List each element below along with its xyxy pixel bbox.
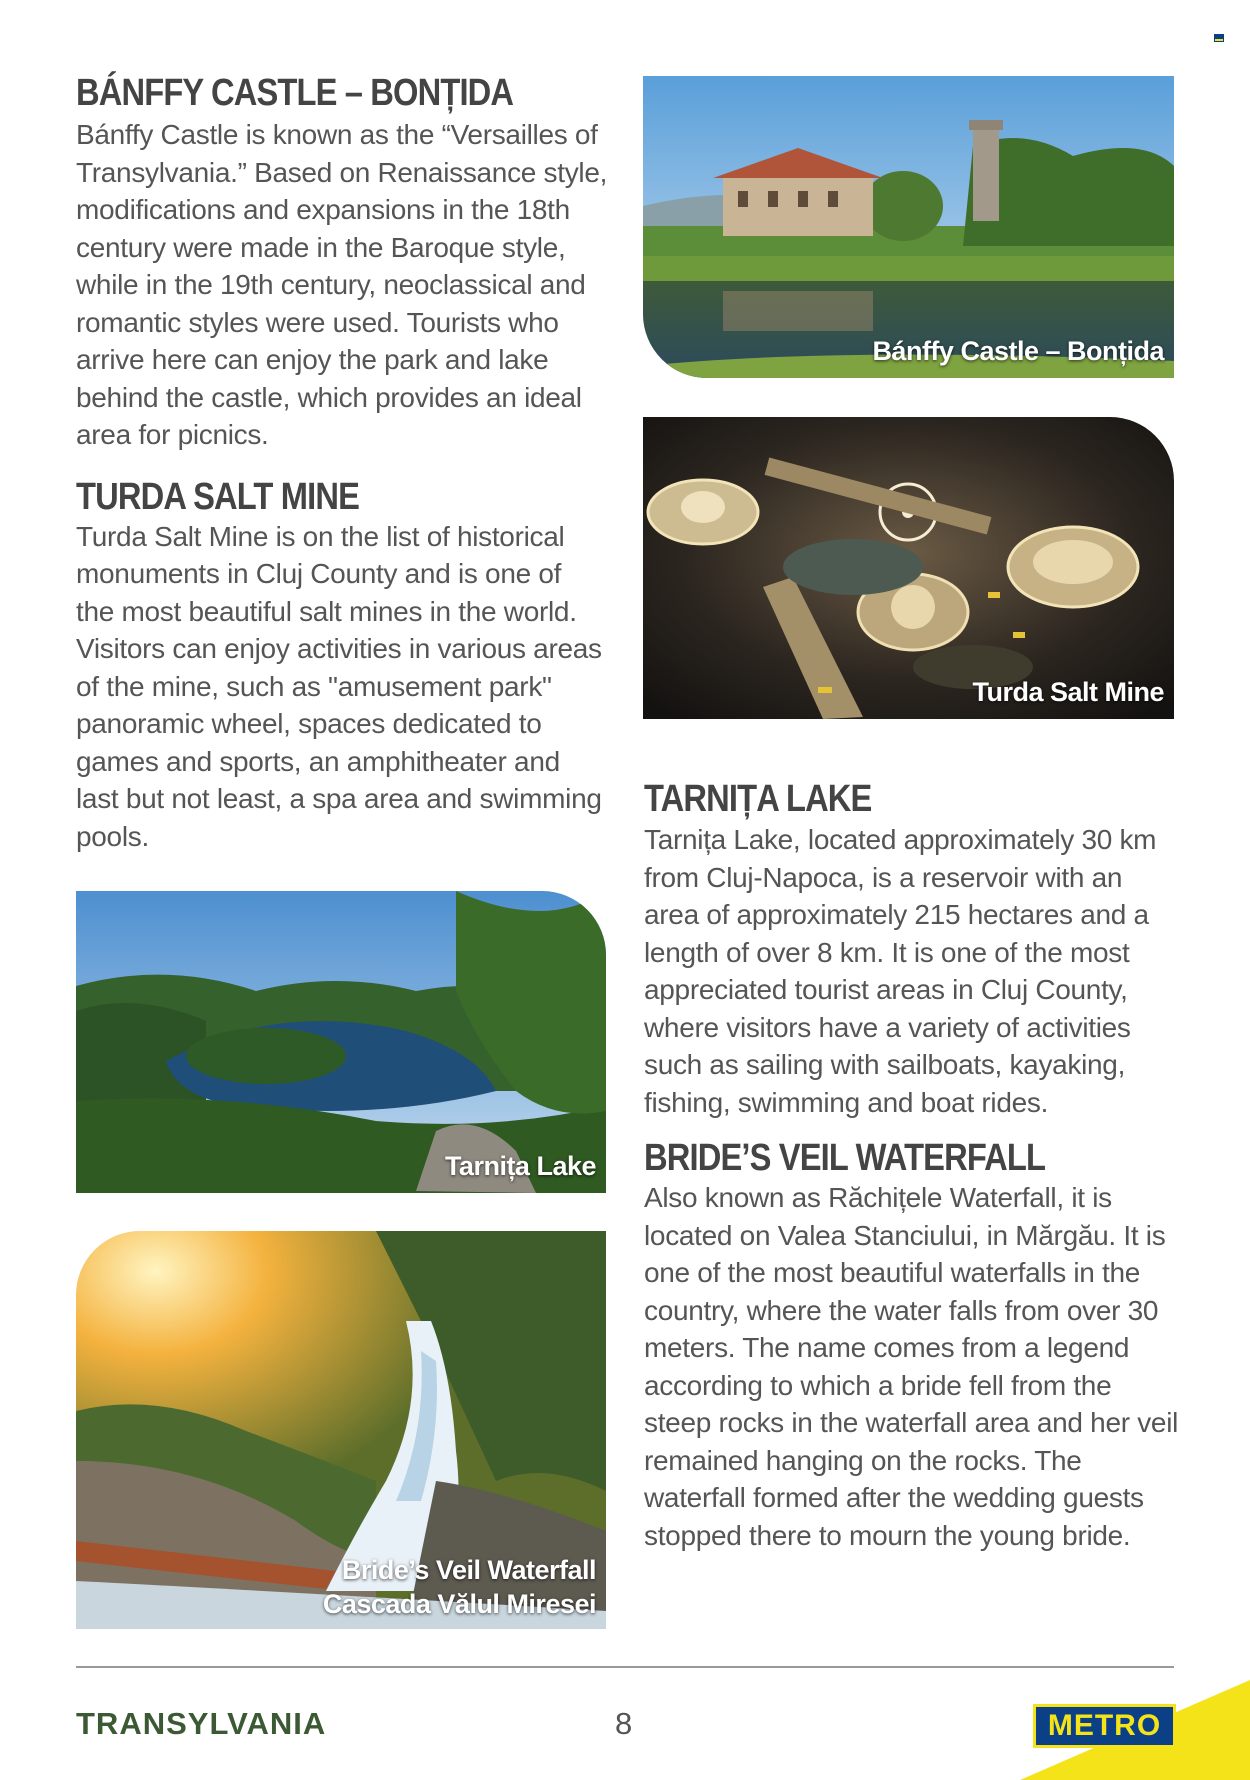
waterfall-caption-en: Bride’s Veil Waterfall xyxy=(341,1555,596,1585)
turda-salt-mine-photo xyxy=(643,417,1174,719)
banffy-body: Bánffy Castle is known as the “Versailles of Transylvania.” Based on Renaissance style, modifications and expansions in the 18th century were made in the Baroque style, while in the 19th century, neoclassical and romantic styles were used. Tourists who arrive here can enjoy the park and lake behind the castle, which provides an ideal area for picnics. xyxy=(76,119,608,450)
salt-mine-illustration xyxy=(643,417,1174,719)
waterfall-body: Also known as Răchițele Waterfall, it is located on Valea Stanciului, in Mărgău. It is one of the most beautiful waterfalls in the country, where the water falls from over 30 meters. The name comes from a legend according to which a bride fell from the steep rocks in the waterfall area and her veil remained hanging on the rocks. The waterfall formed after the wedding guests stopped there to mourn the young bride. xyxy=(644,1182,1179,1551)
castle-illustration xyxy=(643,76,1174,378)
lake-illustration xyxy=(76,891,606,1193)
tarnita-heading: TARNIȚA LAKE xyxy=(644,778,872,820)
waterfall-heading: BRIDE’S VEIL WATERFALL xyxy=(644,1137,1046,1179)
corner-mark-icon xyxy=(1214,34,1224,42)
turda-body: Turda Salt Mine is on the list of historical monuments in Cluj County and is one of the most beautiful salt mines in the world. Visitors can enjoy activities in various areas of the mine, such as "amusement park" panoramic wheel, spaces dedicated to games and sports, an amphitheater and last but not least, a spa area and swimming pools. xyxy=(76,520,602,852)
tarnita-lake-photo xyxy=(76,891,606,1193)
page-number: 8 xyxy=(615,1706,633,1741)
banffy-caption: Bánffy Castle – Bonțida xyxy=(872,336,1164,366)
tarnita-body: Tarnița Lake, located approximately 30 km from Cluj-Napoca, is a reservoir with an area of approximately 215 hectares and a length of over 8 km. It is one of the most appreciated tourist areas in Cluj County, where visitors have a variety of activities such as sailing with sailboats, kayaking, fishing, swimming and boat rides. xyxy=(644,824,1157,1118)
turda-heading: TURDA SALT MINE xyxy=(76,475,360,518)
footer-divider xyxy=(76,1666,1174,1668)
waterfall-caption-ro: Cascada Vălul Miresei xyxy=(322,1589,596,1619)
turda-caption: Turda Salt Mine xyxy=(972,677,1164,707)
tarnita-caption: Tarnița Lake xyxy=(444,1151,596,1181)
banffy-castle-photo xyxy=(643,76,1174,378)
banffy-heading: BÁNFFY CASTLE – BONȚIDA xyxy=(76,72,514,114)
left-column xyxy=(76,72,610,855)
waterfall-photo xyxy=(76,1231,606,1629)
right-column xyxy=(644,778,1184,1554)
footer-region-title: TRANSYLVANIA xyxy=(76,1706,327,1741)
metro-logo: METRO xyxy=(1033,1704,1176,1748)
